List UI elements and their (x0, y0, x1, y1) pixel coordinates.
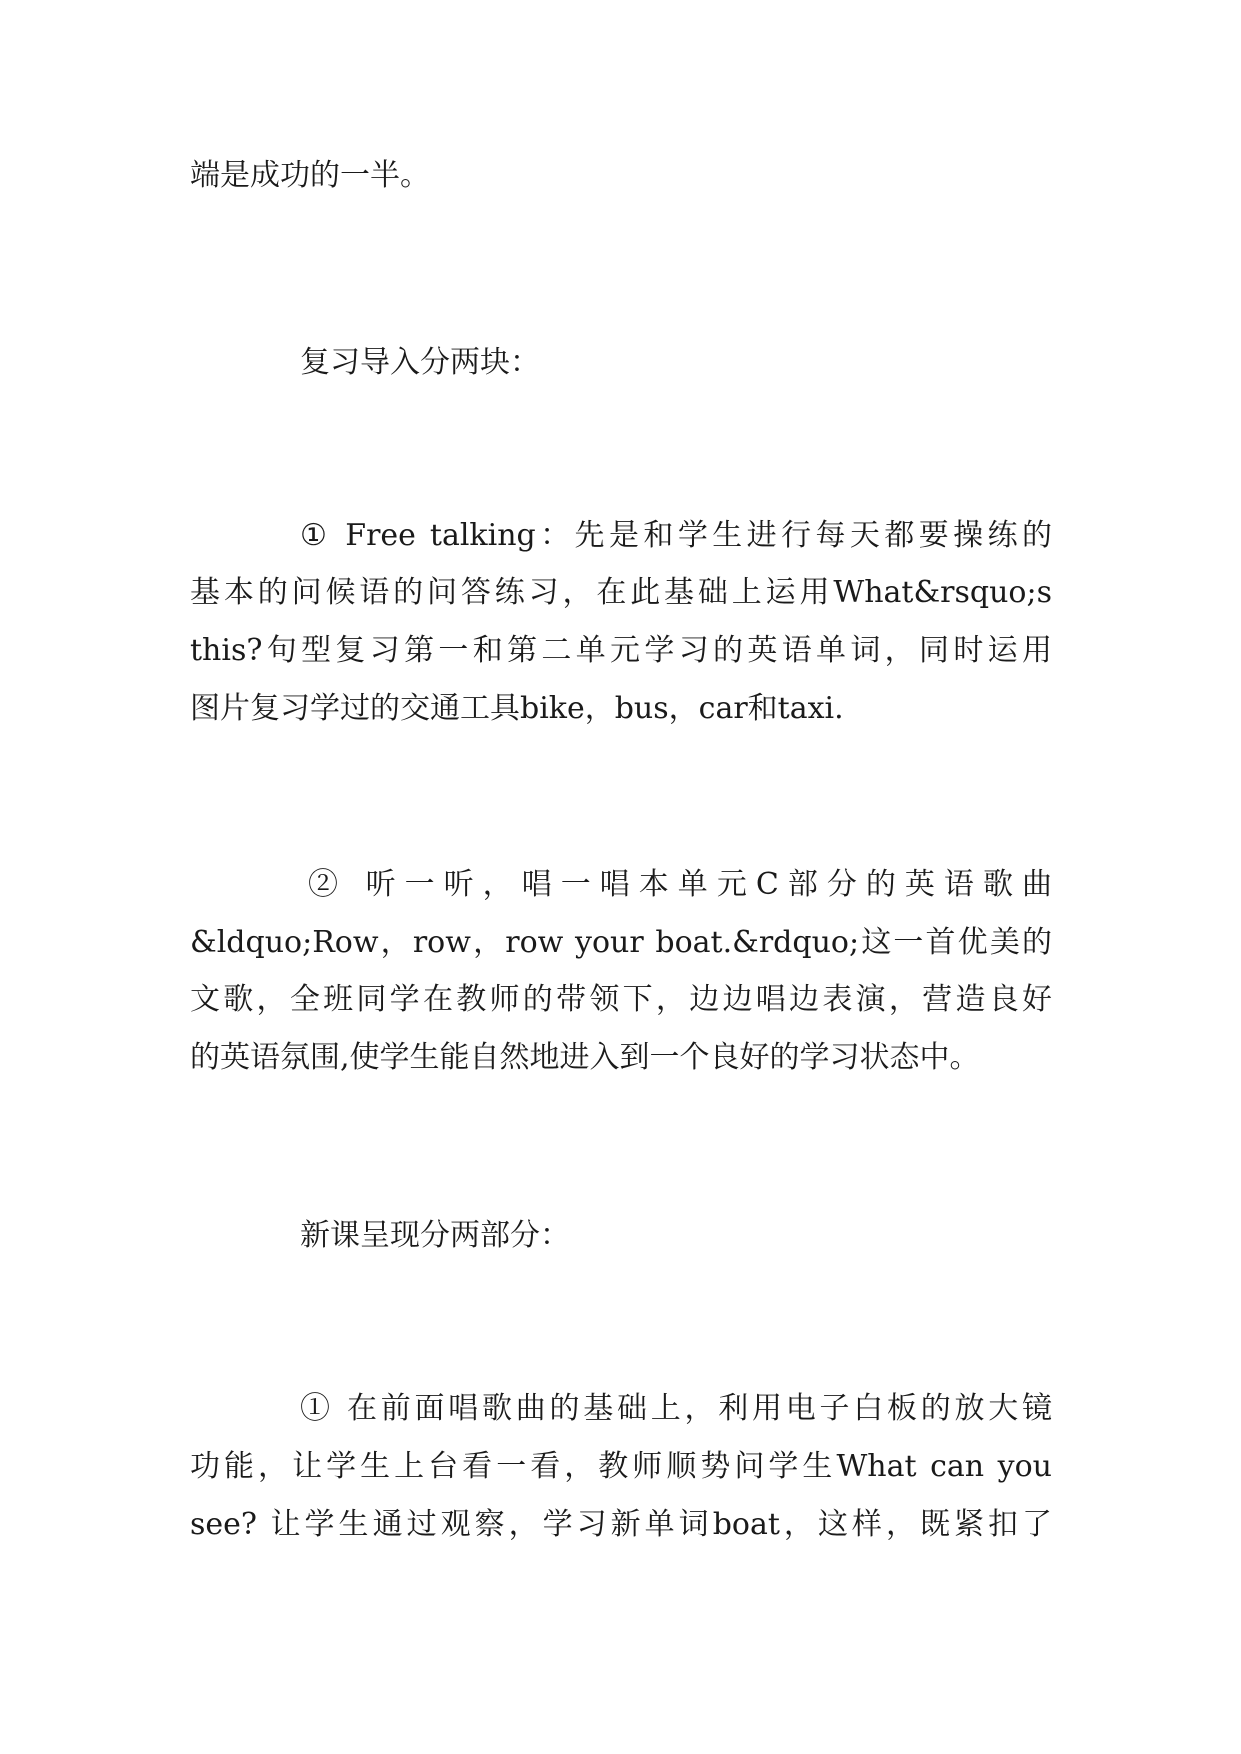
section-heading-review: 复习导入分两块： (300, 346, 540, 380)
paragraph-line: 文歌，全班同学在教师的带领下，边边唱边表演，营造良好 (190, 983, 1052, 1017)
paragraph-line: 功能，让学生上台看一看，教师顺势问学生What can you (190, 1450, 1052, 1484)
paragraph-line: this?句型复习第一和第二单元学习的英语单词，同时运用 (190, 634, 1052, 668)
paragraph-line: 的英语氛围,使学生能自然地进入到一个良好的学习状态中。 (190, 1041, 980, 1075)
paragraph-line: ① Free talking：先是和学生进行每天都要操练的 (300, 519, 1052, 553)
paragraph-line: &ldquo;Row，row，row your boat.&rdquo;这一首优美的 (190, 926, 1052, 960)
paragraph-line: 图片复习学过的交通工具bike，bus，car和taxi. (190, 692, 844, 726)
paragraph-line: ① 在前面唱歌曲的基础上，利用电子白板的放大镜 (300, 1392, 1052, 1426)
paragraph-line: see? 让学生通过观察，学习新单词boat，这样，既紧扣了 (190, 1508, 1052, 1542)
paragraph-line: 端是成功的一半。 (190, 159, 430, 193)
paragraph-line: 基本的问候语的问答练习，在此基础上运用What&rsquo;s (190, 576, 1052, 610)
section-heading-new-lesson: 新课呈现分两部分： (300, 1219, 570, 1253)
paragraph-line: ② 听一听，唱一唱本单元C部分的英语歌曲 (308, 868, 1052, 902)
